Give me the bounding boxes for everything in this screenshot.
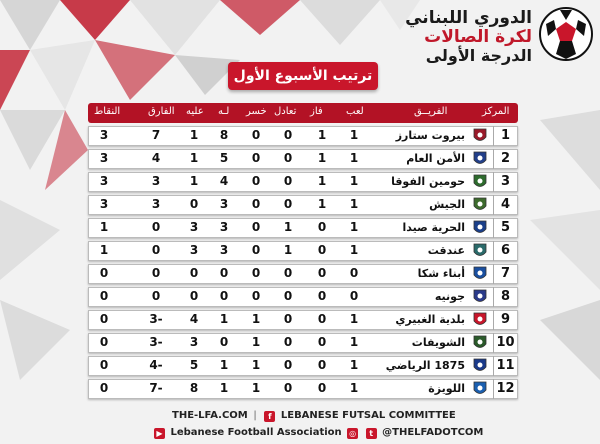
cell-against: 1 — [189, 128, 199, 142]
cell-team: جونيه — [434, 290, 465, 303]
cell-pos: 3 — [493, 172, 517, 192]
twitter-icon: t — [366, 428, 377, 439]
cell-diff: 3- — [149, 312, 163, 326]
team-logo-icon — [471, 174, 489, 190]
cell-for: 1 — [219, 381, 229, 395]
col-diff: الفارق — [148, 106, 175, 117]
cell-against: 4 — [189, 312, 199, 326]
cell-diff: 7- — [149, 381, 163, 395]
title-line-1: الدوري اللبناني — [405, 8, 532, 28]
cell-won: 1 — [317, 174, 327, 188]
team-logo-icon — [471, 128, 489, 144]
cell-lost: 0 — [251, 243, 261, 257]
cell-team: اللويزة — [428, 382, 465, 395]
cell-against: 0 — [189, 266, 199, 280]
instagram-icon: ◎ — [347, 428, 358, 439]
cell-for: 3 — [219, 220, 229, 234]
cell-won: 0 — [317, 312, 327, 326]
title-line-2: لكرة الصالات — [424, 27, 532, 47]
cell-draw: 0 — [283, 335, 293, 349]
table-row — [88, 287, 518, 307]
cell-lost: 0 — [251, 266, 261, 280]
cell-points: 1 — [99, 243, 109, 257]
facebook-icon: f — [264, 411, 275, 422]
team-logo-icon — [471, 266, 489, 282]
cell-team: بلدية الغبيري — [395, 313, 465, 326]
cell-against: 3 — [189, 243, 199, 257]
cell-pos: 12 — [493, 379, 517, 399]
standings-table — [88, 103, 518, 399]
team-logo-icon — [471, 335, 489, 351]
cell-for: 3 — [219, 243, 229, 257]
cell-pos: 11 — [493, 356, 517, 376]
cell-won: 0 — [317, 266, 327, 280]
cell-pos: 5 — [493, 218, 517, 238]
cell-played: 0 — [349, 266, 359, 280]
cell-diff: 0 — [151, 220, 161, 234]
cell-draw: 0 — [283, 266, 293, 280]
cell-diff: 3 — [151, 197, 161, 211]
team-logo-icon — [471, 312, 489, 328]
cell-played: 1 — [349, 381, 359, 395]
cell-for: 8 — [219, 128, 229, 142]
cell-pos: 4 — [493, 195, 517, 215]
cell-draw: 0 — [283, 381, 293, 395]
cell-diff: 4 — [151, 151, 161, 165]
cell-team: أبناء شكا — [417, 267, 465, 280]
cell-for: 0 — [219, 335, 229, 349]
cell-team: حومين الفوقا — [391, 175, 465, 188]
cell-for: 1 — [219, 358, 229, 372]
cell-for: 0 — [219, 266, 229, 280]
cell-diff: 0 — [151, 289, 161, 303]
cell-draw: 0 — [283, 174, 293, 188]
cell-pos: 10 — [493, 333, 517, 353]
youtube-icon: ▶ — [154, 428, 165, 439]
cell-draw: 0 — [283, 358, 293, 372]
cell-won: 0 — [317, 358, 327, 372]
cell-played: 1 — [349, 312, 359, 326]
cell-pos: 8 — [493, 287, 517, 307]
col-team: الفريــق — [414, 106, 448, 117]
cell-draw: 0 — [283, 128, 293, 142]
cell-lost: 1 — [251, 358, 261, 372]
cell-won: 0 — [317, 289, 327, 303]
cell-lost: 0 — [251, 128, 261, 142]
cell-won: 0 — [317, 381, 327, 395]
cell-pos: 9 — [493, 310, 517, 330]
team-logo-icon — [471, 289, 489, 305]
cell-played: 1 — [349, 358, 359, 372]
col-won: فاز — [310, 106, 323, 117]
cell-diff: 0 — [151, 243, 161, 257]
col-pos: المركز — [482, 106, 510, 117]
table-row — [88, 310, 518, 330]
table-row — [88, 172, 518, 192]
cell-team: الحرية صيدا — [402, 221, 465, 234]
cell-played: 0 — [349, 289, 359, 303]
cell-played: 1 — [349, 335, 359, 349]
cell-played: 1 — [349, 197, 359, 211]
col-against: عليه — [186, 106, 204, 117]
league-title — [405, 2, 600, 68]
cell-pos: 1 — [493, 126, 517, 146]
cell-against: 1 — [189, 174, 199, 188]
footer-social[interactable]: @THELFADOTCOM — [382, 427, 484, 438]
cell-points: 0 — [99, 312, 109, 326]
footer-site[interactable]: THE-LFA.COM — [172, 410, 248, 421]
table-row — [88, 333, 518, 353]
col-lost: خسر — [246, 106, 267, 117]
table-row — [88, 149, 518, 169]
cell-draw: 1 — [283, 220, 293, 234]
cell-won: 1 — [317, 197, 327, 211]
cell-team: بيروت ستارز — [395, 129, 465, 142]
cell-points: 0 — [99, 381, 109, 395]
cell-won: 0 — [317, 220, 327, 234]
team-logo-icon — [471, 197, 489, 213]
cell-diff: 3- — [149, 335, 163, 349]
cell-won: 1 — [317, 128, 327, 142]
cell-for: 5 — [219, 151, 229, 165]
cell-lost: 0 — [251, 220, 261, 234]
cell-lost: 1 — [251, 335, 261, 349]
cell-diff: 7 — [151, 128, 161, 142]
cell-lost: 0 — [251, 151, 261, 165]
cell-lost: 1 — [251, 312, 261, 326]
col-draw: تعادل — [274, 106, 297, 117]
cell-against: 3 — [189, 220, 199, 234]
table-header — [88, 103, 518, 123]
week-title-banner: ترتيب الأسبوع الأول — [228, 62, 378, 90]
team-logo-icon — [471, 358, 489, 374]
table-row — [88, 195, 518, 215]
table-row — [88, 218, 518, 238]
cell-draw: 0 — [283, 151, 293, 165]
cell-against: 3 — [189, 335, 199, 349]
table-row — [88, 126, 518, 146]
col-points: النقاط — [94, 106, 121, 117]
table-row — [88, 356, 518, 376]
cell-points: 1 — [99, 220, 109, 234]
col-played: لعب — [346, 106, 364, 117]
cell-played: 1 — [349, 220, 359, 234]
cell-for: 0 — [219, 289, 229, 303]
title-line-3: الدرجة الأولى — [425, 46, 532, 65]
team-logo-icon — [471, 151, 489, 167]
futsal-ball-icon — [538, 6, 594, 62]
cell-against: 0 — [189, 289, 199, 303]
cell-draw: 0 — [283, 312, 293, 326]
table-row — [88, 264, 518, 284]
cell-points: 0 — [99, 266, 109, 280]
cell-won: 0 — [317, 335, 327, 349]
cell-against: 8 — [189, 381, 199, 395]
cell-won: 1 — [317, 151, 327, 165]
cell-played: 1 — [349, 243, 359, 257]
cell-points: 0 — [99, 335, 109, 349]
cell-pos: 2 — [493, 149, 517, 169]
cell-pos: 7 — [493, 264, 517, 284]
cell-points: 3 — [99, 174, 109, 188]
cell-played: 1 — [349, 128, 359, 142]
team-logo-icon — [471, 381, 489, 397]
cell-team: الأمن العام — [406, 152, 465, 165]
cell-against: 0 — [189, 197, 199, 211]
cell-draw: 0 — [283, 197, 293, 211]
cell-diff: 3 — [151, 174, 161, 188]
cell-points: 0 — [99, 358, 109, 372]
cell-lost: 1 — [251, 381, 261, 395]
cell-team: عندقت — [427, 244, 465, 257]
cell-points: 3 — [99, 151, 109, 165]
cell-draw: 1 — [283, 243, 293, 257]
cell-for: 1 — [219, 312, 229, 326]
table-body — [88, 126, 518, 399]
cell-against: 1 — [189, 151, 199, 165]
cell-played: 1 — [349, 151, 359, 165]
cell-points: 0 — [99, 289, 109, 303]
cell-pos: 6 — [493, 241, 517, 261]
footer-youtube[interactable]: Lebanese Football Association — [170, 427, 342, 438]
cell-diff: 0 — [151, 266, 161, 280]
cell-won: 0 — [317, 243, 327, 257]
cell-team: الشويفات — [411, 336, 465, 349]
cell-draw: 0 — [283, 289, 293, 303]
table-row — [88, 379, 518, 399]
table-row — [88, 241, 518, 261]
cell-points: 3 — [99, 197, 109, 211]
col-for: لـه — [218, 106, 230, 117]
cell-team: الجيش — [429, 198, 465, 211]
cell-for: 4 — [219, 174, 229, 188]
cell-played: 1 — [349, 174, 359, 188]
team-logo-icon — [471, 243, 489, 259]
cell-diff: 4- — [149, 358, 163, 372]
cell-lost: 0 — [251, 289, 261, 303]
team-logo-icon — [471, 220, 489, 236]
footer-facebook[interactable]: LEBANESE FUTSAL COMMITTEE — [280, 410, 456, 421]
cell-team: 1875 الرياضي — [385, 359, 465, 372]
cell-against: 5 — [189, 358, 199, 372]
cell-points: 3 — [99, 128, 109, 142]
cell-lost: 0 — [251, 174, 261, 188]
cell-for: 3 — [219, 197, 229, 211]
cell-lost: 0 — [251, 197, 261, 211]
